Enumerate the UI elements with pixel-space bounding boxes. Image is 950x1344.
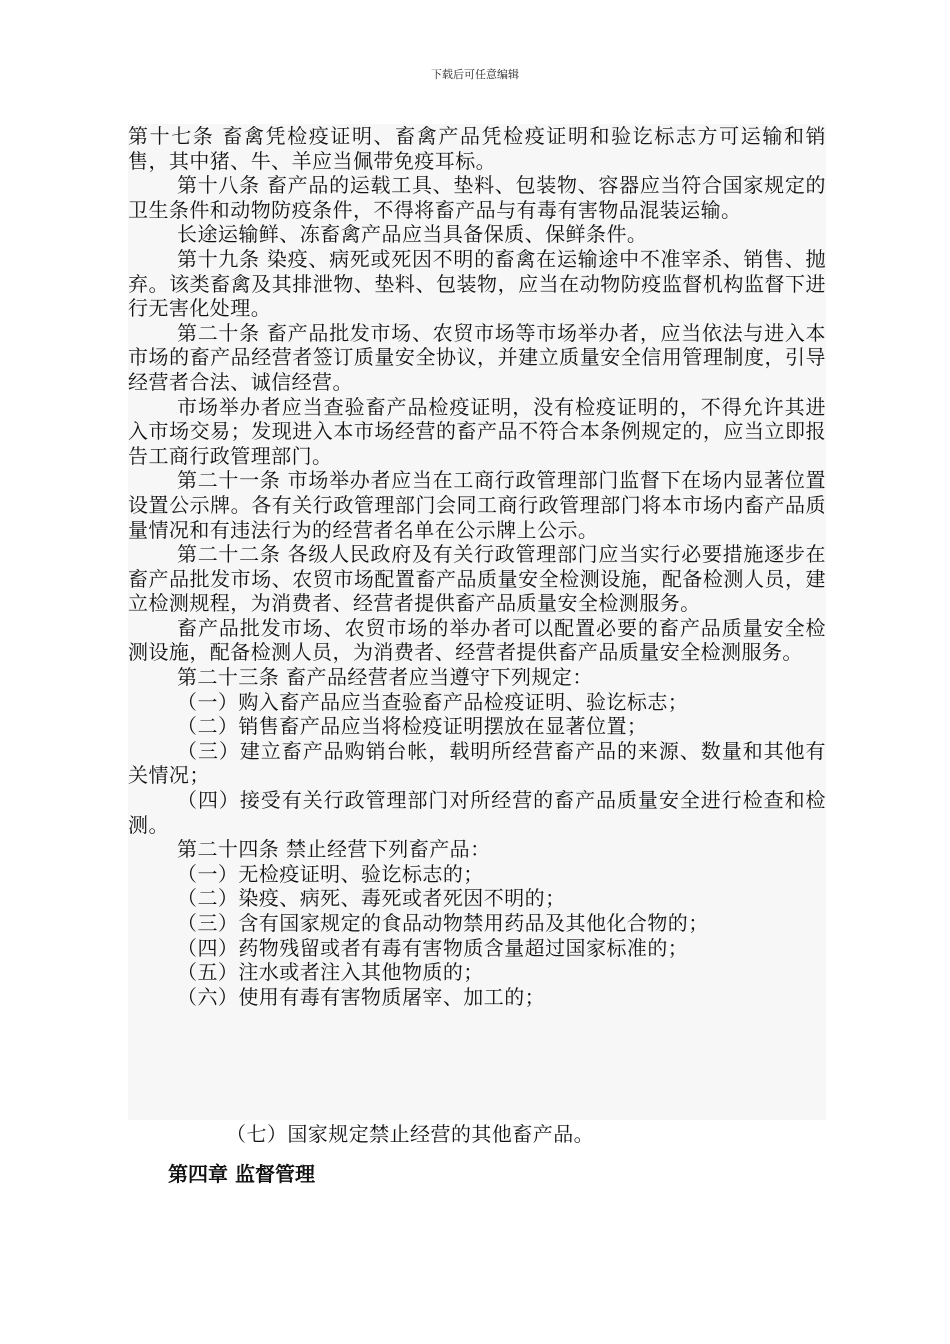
paragraph: （五）注水或者注入其他物质的； [177, 960, 484, 985]
document-body [128, 124, 826, 1120]
paragraph: 畜产品批发市场、农贸市场的举办者可以配置必要的畜产品质量安全检测设施，配备检测人员，为消费者、经营者提供畜产品质量安全检测服务。 [128, 615, 826, 665]
chapter-heading: 第四章 监督管理 [168, 1162, 315, 1186]
paragraph: （四）药物残留或者有毒有害物质含量超过国家标准的； [177, 935, 689, 960]
paragraph: 第十八条 畜产品的运载工具、垫料、包装物、容器应当符合国家规定的卫生条件和动物防疫条件，不得将畜产品与有毒有害物品混装运输。 [128, 173, 826, 222]
paragraph: （六）使用有毒有害物质屠宰、加工的； [177, 984, 546, 1009]
paragraph: 第二十条 畜产品批发市场、农贸市场等市场举办者，应当依法与进入本市场的畜产品经营者签订质量安全协议，并建立质量安全信用管理制度，引导经营者合法、诚信经营。 [128, 320, 826, 394]
paragraph: （三）建立畜产品购销台帐，载明所经营畜产品的来源、数量和其他有关情况； [128, 738, 826, 788]
paragraph: 市场举办者应当查验畜产品检疫证明，没有检疫证明的，不得允许其进入市场交易；发现进入本市场经营的畜产品不符合本条例规定的，应当立即报告工商行政管理部门。 [128, 394, 826, 468]
paragraph: 第二十四条 禁止经营下列畜产品： [177, 837, 491, 862]
paragraph: 第二十一条 市场举办者应当在工商行政管理部门监督下在场内显著位置设置公示牌。各有关行政管理部门会同工商行政管理部门将本市场内畜产品质量情况和有违法行为的经营者名单在公示牌上公示。 [128, 468, 826, 542]
page-header: 下载后可任意编辑 [431, 68, 519, 81]
paragraph: 第二十三条 畜产品经营者应当遵守下列规定： [177, 665, 593, 690]
paragraph: （三）含有国家规定的食品动物禁用药品及其他化合物的； [177, 911, 709, 935]
paragraph: 第十九条 染疫、病死或死因不明的畜禽在运输途中不准宰杀、销售、抛弃。该类畜禽及其排泄物、垫料、包装物，应当在动物防疫监督机构监督下进行无害化处理。 [128, 246, 826, 321]
paragraph: 长途运输鲜、冻畜禽产品应当具备保质、保鲜条件。 [177, 222, 648, 247]
paragraph: （一）购入畜产品应当查验畜产品检疫证明、验讫标志； [177, 689, 689, 714]
paragraph: （四）接受有关行政管理部门对所经营的畜产品质量安全进行检查和检测。 [128, 788, 826, 837]
paragraph: （一）无检疫证明、验讫标志的； [177, 861, 484, 886]
paragraph: 第十七条 畜禽凭检疫证明、畜禽产品凭检疫证明和验讫标志方可运输和销售，其中猪、牛、羊应当佩带免疫耳标。 [128, 124, 826, 173]
paragraph: （二）染疫、病死、毒死或者死因不明的； [177, 886, 566, 911]
list-item-seven: （七）国家规定禁止经营的其他畜产品。 [226, 1122, 595, 1146]
paragraph: （二）销售畜产品应当将检疫证明摆放在显著位置； [177, 714, 648, 739]
paragraph: 第二十二条 各级人民政府及有关行政管理部门应当实行必要措施逐步在畜产品批发市场、农贸市场配置畜产品质量安全检测设施，配备检测人员，建立检测规程，为消费者、经营者提供畜产品质量安全检测服务。 [128, 542, 826, 616]
